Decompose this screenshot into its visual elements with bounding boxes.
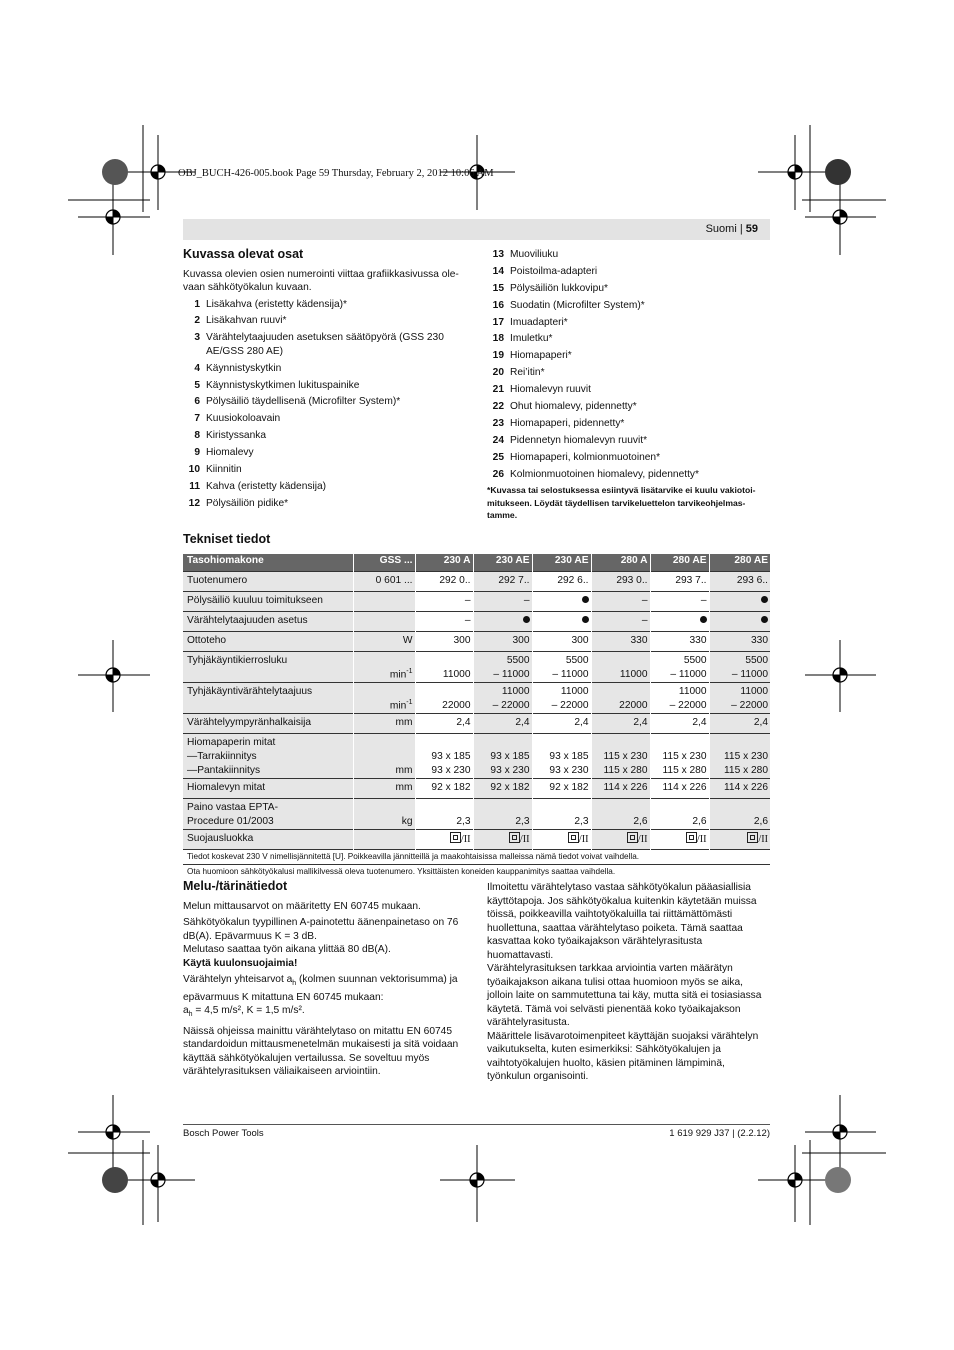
part-text: Ohut hiomalevy, pidennetty* <box>510 401 637 413</box>
part-text: Hiomalevyn ruuvit <box>510 384 591 396</box>
protection-class-icon <box>627 832 638 843</box>
part-item <box>487 400 770 414</box>
table-cell: 93 x 185 93 x 230 <box>532 734 591 779</box>
table-cell: 292 0.. <box>415 572 473 592</box>
part-item <box>487 299 770 313</box>
part-text: Käynnistyskytkimen lukituspainike <box>206 379 360 391</box>
table-cell: /II <box>709 830 770 850</box>
parts-list-right <box>487 248 770 481</box>
part-text: Hiomapaperi* <box>510 350 572 362</box>
table-row <box>183 683 770 714</box>
print-line: OBJ_BUCH-426-005.book Page 59 Thursday, February 2, 2012 10:06 AM <box>178 168 494 179</box>
part-number: 22 <box>492 401 504 413</box>
part-number: 16 <box>492 299 504 311</box>
part-number: 10 <box>188 464 200 476</box>
table-cell: 11000 – 22000 <box>532 683 591 714</box>
parts-intro: Kuvassa olevien osien numerointi viittaa grafiikkasivussa ole-vaan sähkötyökalun kuvaan. <box>183 268 459 293</box>
part-number: 11 <box>189 480 200 492</box>
part-text: Hiomapaperi, pidennetty* <box>510 417 625 429</box>
table-row <box>183 572 770 592</box>
part-number: 20 <box>492 367 504 379</box>
row-unit: W <box>353 632 415 652</box>
part-text: Hiomalevy <box>206 447 254 459</box>
part-text: Imuletku* <box>510 333 553 345</box>
table-row <box>183 830 770 850</box>
part-item <box>183 463 468 477</box>
row-sublabel: —Pantakiinnitys <box>187 765 261 776</box>
table-cell: 115 x 230 115 x 280 <box>591 734 650 779</box>
table-cell: /II <box>650 830 709 850</box>
part-item <box>487 248 770 262</box>
table-cell: 93 x 185 93 x 230 <box>415 734 473 779</box>
table-cell: 2,3 <box>415 799 473 830</box>
part-number: 6 <box>194 396 200 408</box>
column-header: 230 AE <box>473 554 532 572</box>
row-sublabel: —Tarrakiinnitys <box>187 751 257 762</box>
part-text: Värähtelytaajuuden asetuksen säätöpyörä (GSS 230 AE/GSS 280 AE) <box>206 332 444 357</box>
part-item <box>487 451 770 465</box>
table-cell: 11000 <box>591 652 650 683</box>
table-cell: 293 6.. <box>709 572 770 592</box>
table-cell: – <box>473 592 532 612</box>
part-text: Pölysäiliön pidike* <box>206 497 289 509</box>
part-text: Kiinnitin <box>206 464 242 476</box>
included-dot-icon <box>582 616 589 623</box>
part-text: Pölysäiliö täydellisenä (Microfilter System)* <box>206 396 401 408</box>
table-cell: 5500 – 11000 <box>709 652 770 683</box>
protection-class-icon <box>686 832 697 843</box>
header-language: Suomi <box>705 223 737 235</box>
parts-title: Kuvassa olevat osat <box>183 247 304 261</box>
table-cell: 2,6 <box>709 799 770 830</box>
noise-left-column <box>183 880 468 1079</box>
table-cell: 11000 – 22000 <box>473 683 532 714</box>
included-dot-icon <box>761 616 768 623</box>
table-cell: 300 <box>473 632 532 652</box>
column-header: 230 AE <box>532 554 591 572</box>
footer-left: Bosch Power Tools <box>183 1128 264 1139</box>
table-cell: 5500 – 11000 <box>650 652 709 683</box>
part-number: 14 <box>492 265 504 277</box>
parts-list-left <box>183 298 468 511</box>
table-cell: 293 7.. <box>650 572 709 592</box>
part-item <box>487 434 770 448</box>
table-cell <box>473 612 532 632</box>
row-label: Tuotenumero <box>183 572 353 592</box>
part-text: Muoviliuku <box>510 249 559 260</box>
row-label: Hiomapaperin mitat —Tarrakiinnitys —Pantakiinnitys <box>183 734 353 779</box>
part-number: 1 <box>194 298 200 310</box>
part-item <box>487 316 770 330</box>
row-label: Värähtelytaajuuden asetus <box>183 612 353 632</box>
row-unit <box>353 592 415 612</box>
row-label: Tyhjäkäyntikierrosluku <box>183 652 353 683</box>
parts-left-column <box>183 248 468 514</box>
table-cell <box>709 592 770 612</box>
part-item <box>487 366 770 380</box>
table-cell <box>709 612 770 632</box>
table-cell: /II <box>415 830 473 850</box>
tech-table-header <box>183 554 770 572</box>
row-unit: mm <box>353 734 415 779</box>
protection-class-icon <box>509 832 520 843</box>
part-item <box>183 331 468 358</box>
noise-p5: Värähtelyn yhteisarvot $a_h$ (kolmen suunnan vektorisumma) ja epävarmuus K mitattuna EN 60745 mukaan: <box>183 974 458 1003</box>
table-row <box>183 612 770 632</box>
part-number: 15 <box>492 282 504 294</box>
table-cell: 5500 – 11000 <box>473 652 532 683</box>
footer-right: 1 619 929 J37 | (2.2.12) <box>669 1128 770 1139</box>
noise-p2: Sähkötyökalun tyypillinen A-painotettu äänenpainetaso on 76 dB(A). Epävarmuus K = 3 dB. <box>183 917 459 942</box>
row-unit: $\min^{-1}$ <box>353 683 415 714</box>
table-cell: 2,4 <box>532 714 591 734</box>
table-cell: 114 x 226 <box>650 779 709 799</box>
part-text: Käynnistyskytkin <box>206 362 282 374</box>
part-number: 23 <box>492 417 504 429</box>
table-cell: 292 7.. <box>473 572 532 592</box>
part-item <box>183 497 468 511</box>
part-text: Kiristyssanka <box>206 430 267 442</box>
column-header: 280 AE <box>709 554 770 572</box>
table-note: Ota huomioon sähkötyökalusi mallikilvessä oleva tuotenumero. Yksittäisten koneiden kauppanimitys saattaa vaihdella. <box>183 865 770 880</box>
part-text: Pölysäiliön lukkovipu* <box>510 282 608 294</box>
part-number: 24 <box>492 434 504 446</box>
part-item <box>183 480 468 494</box>
row-unit: 0 601 ... <box>353 572 415 592</box>
table-note: Tiedot koskevat 230 V nimellisjännitettä [U]. Poikkeavilla jännitteillä ja maakohtaisissa malleissa nämä tiedot voivat vaihdella. <box>183 850 770 865</box>
table-cell: 5500 – 11000 <box>532 652 591 683</box>
noise-p6: $a_h = 4,5$ m/s², K = 1,5 m/s². <box>183 1005 305 1019</box>
part-number: 9 <box>194 447 200 459</box>
table-cell: 2,4 <box>650 714 709 734</box>
included-dot-icon <box>700 616 707 623</box>
table-cell: 92 x 182 <box>473 779 532 799</box>
table-cell: 11000 – 22000 <box>709 683 770 714</box>
row-unit: mm <box>353 714 415 734</box>
row-unit <box>353 830 415 850</box>
part-number: 25 <box>492 451 504 463</box>
part-text: Imuadapteri* <box>510 316 568 328</box>
table-cell: – <box>415 612 473 632</box>
column-header: GSS ... <box>353 554 415 572</box>
noise-title: Melu-/tärinätiedot <box>183 879 288 893</box>
part-item <box>487 265 770 279</box>
part-item <box>487 349 770 363</box>
table-cell: – <box>591 612 650 632</box>
table-cell: 292 6.. <box>532 572 591 592</box>
part-item <box>487 468 770 482</box>
part-number: 18 <box>492 333 504 345</box>
table-cell: 300 <box>415 632 473 652</box>
table-cell: 2,6 <box>650 799 709 830</box>
part-number: 4 <box>194 362 200 374</box>
part-item <box>487 383 770 397</box>
part-item <box>183 298 468 312</box>
part-number: 19 <box>492 350 504 362</box>
row-label: Pölysäiliö kuuluu toimitukseen <box>183 592 353 612</box>
table-cell: 11000 – 22000 <box>650 683 709 714</box>
column-header: Tasohiomakone <box>183 554 353 572</box>
table-row <box>183 734 770 779</box>
table-cell: 93 x 185 93 x 230 <box>473 734 532 779</box>
table-cell: 330 <box>709 632 770 652</box>
table-cell: 22000 <box>415 683 473 714</box>
part-text: Rei’itin* <box>510 367 545 379</box>
row-unit: kg <box>353 799 415 830</box>
table-cell: 115 x 230 115 x 280 <box>709 734 770 779</box>
table-cell: 114 x 226 <box>709 779 770 799</box>
part-item <box>183 412 468 426</box>
part-text: Kuusiokoloavain <box>206 413 281 425</box>
parts-footnote: *Kuvassa tai selostuksessa esiintyvä lisätarvike ei kuulu vakiotoi-mitukseen. Löydät täydellisen tarvikeluettelon tarvikeohjelmas-tamme. <box>487 485 756 521</box>
table-cell: 2,3 <box>473 799 532 830</box>
table-cell: 22000 <box>591 683 650 714</box>
table-cell: /II <box>591 830 650 850</box>
part-text: Hiomapaperi, kolmionmuotoinen* <box>510 451 661 463</box>
part-number: 26 <box>492 468 504 480</box>
row-label: Suojausluokka <box>183 830 353 850</box>
table-cell: /II <box>473 830 532 850</box>
part-item <box>487 417 770 431</box>
noise-right-column <box>487 881 770 1084</box>
part-number: 8 <box>194 430 200 442</box>
parts-right-column <box>487 248 770 522</box>
table-cell <box>650 612 709 632</box>
row-label: Hiomalevyn mitat <box>183 779 353 799</box>
part-item <box>487 282 770 296</box>
page-header-bar <box>183 219 770 240</box>
tech-title: Tekniset tiedot <box>183 532 271 546</box>
noise-p7: Näissä ohjeissa mainittu värähtelytaso on mitattu EN 60745 standardoidun mittausmenetelmän mukaisesti ja sitä voidaan käyttää sähkötyökalujen vertailussa. Se soveltuu myös värähtelyrasituksen väliaikaiseen arviointiin. <box>183 1025 459 1078</box>
table-cell: 2,4 <box>591 714 650 734</box>
table-cell: – <box>415 592 473 612</box>
protection-class-icon <box>747 832 758 843</box>
part-text: Pidennetyn hiomalevyn ruuvit* <box>510 434 648 446</box>
column-header: 280 A <box>591 554 650 572</box>
noise-p4: Käytä kuulonsuojaimia! <box>183 957 298 969</box>
part-text: Lisäkahva (eristetty kädensija)* <box>206 298 347 310</box>
part-item <box>183 379 468 393</box>
table-cell: 293 0.. <box>591 572 650 592</box>
table-cell: 92 x 182 <box>415 779 473 799</box>
row-label: Ottoteho <box>183 632 353 652</box>
table-cell: 115 x 230 115 x 280 <box>650 734 709 779</box>
table-cell: 92 x 182 <box>532 779 591 799</box>
part-item <box>183 395 468 409</box>
part-text: Kolmionmuotoinen hiomalevy, pidennetty* <box>510 468 699 480</box>
table-cell: 114 x 226 <box>591 779 650 799</box>
table-row <box>183 632 770 652</box>
table-row <box>183 714 770 734</box>
part-number: 12 <box>188 497 200 509</box>
table-cell: 2,4 <box>473 714 532 734</box>
part-text: Lisäkahvan ruuvi* <box>206 315 287 327</box>
table-row <box>183 652 770 683</box>
protection-class-icon <box>450 832 461 843</box>
part-number: 13 <box>492 249 504 260</box>
part-number: 2 <box>194 315 200 327</box>
protection-class-icon <box>568 832 579 843</box>
part-text: Kahva (eristetty kädensija) <box>206 480 327 492</box>
part-item <box>183 429 468 443</box>
part-item <box>183 446 468 460</box>
page-number: 59 <box>745 223 758 235</box>
part-number: 17 <box>492 316 504 328</box>
table-cell: 300 <box>532 632 591 652</box>
part-number: 3 <box>194 332 200 344</box>
part-number: 7 <box>194 413 200 425</box>
table-cell: 11000 <box>415 652 473 683</box>
page-footer <box>183 1124 770 1139</box>
table-cell: 2,4 <box>709 714 770 734</box>
row-unit: $\min^{-1}$ <box>353 652 415 683</box>
table-row <box>183 779 770 799</box>
part-number: 21 <box>492 384 504 396</box>
row-label: Tyhjäkäyntivärähtelytaajuus <box>183 683 353 714</box>
table-cell: 2,3 <box>532 799 591 830</box>
column-header: 230 A <box>415 554 473 572</box>
row-label: Värähtelyympyränhalkaisija <box>183 714 353 734</box>
row-unit <box>353 612 415 632</box>
part-text: Suodatin (Microfilter System)* <box>510 299 645 311</box>
table-cell: – <box>650 592 709 612</box>
included-dot-icon <box>582 596 589 603</box>
page-header: Suomi | 59 <box>705 223 758 235</box>
part-item <box>183 314 468 328</box>
part-item <box>183 362 468 376</box>
table-cell: – <box>591 592 650 612</box>
table-cell <box>532 592 591 612</box>
table-row <box>183 592 770 612</box>
table-cell <box>532 612 591 632</box>
part-item <box>487 332 770 346</box>
column-header: 280 AE <box>650 554 709 572</box>
row-unit: mm <box>353 779 415 799</box>
table-row <box>183 799 770 830</box>
tech-table <box>183 554 770 879</box>
table-cell: /II <box>532 830 591 850</box>
noise-p3: Melutaso saattaa työn aikana ylittää 80 dB(A). <box>183 944 391 955</box>
noise-r2: Värähtelyrasituksen tarkkaa arviointia varten määrätyn työaikajakson aikana tulisi ottaa huomioon myös se aika, jolloin laite on sammutettuna tai käy, mutta sitä ei tosiasiassa käytetä. Tämä voi selvästi pienentää koko työaikajakson värähtelyrasitusta. <box>487 963 762 1028</box>
included-dot-icon <box>523 616 530 623</box>
noise-r3: Määrittele lisävarotoimenpiteet käyttäjän suojaksi värähtelyn vaikutukselta, kuten esimerkiksi: Sähkötyökalujen ja vaihtotyökalujen huolto, käsien pitäminen lämpiminä, työnkulun organisointi. <box>487 1030 759 1082</box>
table-cell: 2,6 <box>591 799 650 830</box>
part-number: 5 <box>194 379 200 391</box>
table-cell: 330 <box>650 632 709 652</box>
noise-p1: Melun mittausarvot on määritetty EN 60745 mukaan. <box>183 900 421 912</box>
noise-r1: Ilmoitettu värähtelytaso vastaa sähkötyökalun pääasiallisia käyttötapoja. Jos sähkötyökalua kuitenkin käytetään muissa töissä, poikkeavilla vaihtotyökaluilla tai riittämättömästi huollettuna, saattaa värähtelytaso poiketa. Tämä saattaa kasvattaa koko työaikajakson värähtelyrasitusta huomattavasti. <box>487 882 757 961</box>
included-dot-icon <box>761 596 768 603</box>
table-cell: 2,4 <box>415 714 473 734</box>
part-text: Poistoilma-adapteri <box>510 265 598 277</box>
row-label: Paino vastaa EPTA-Procedure 01/2003 <box>183 799 353 830</box>
table-cell: 330 <box>591 632 650 652</box>
